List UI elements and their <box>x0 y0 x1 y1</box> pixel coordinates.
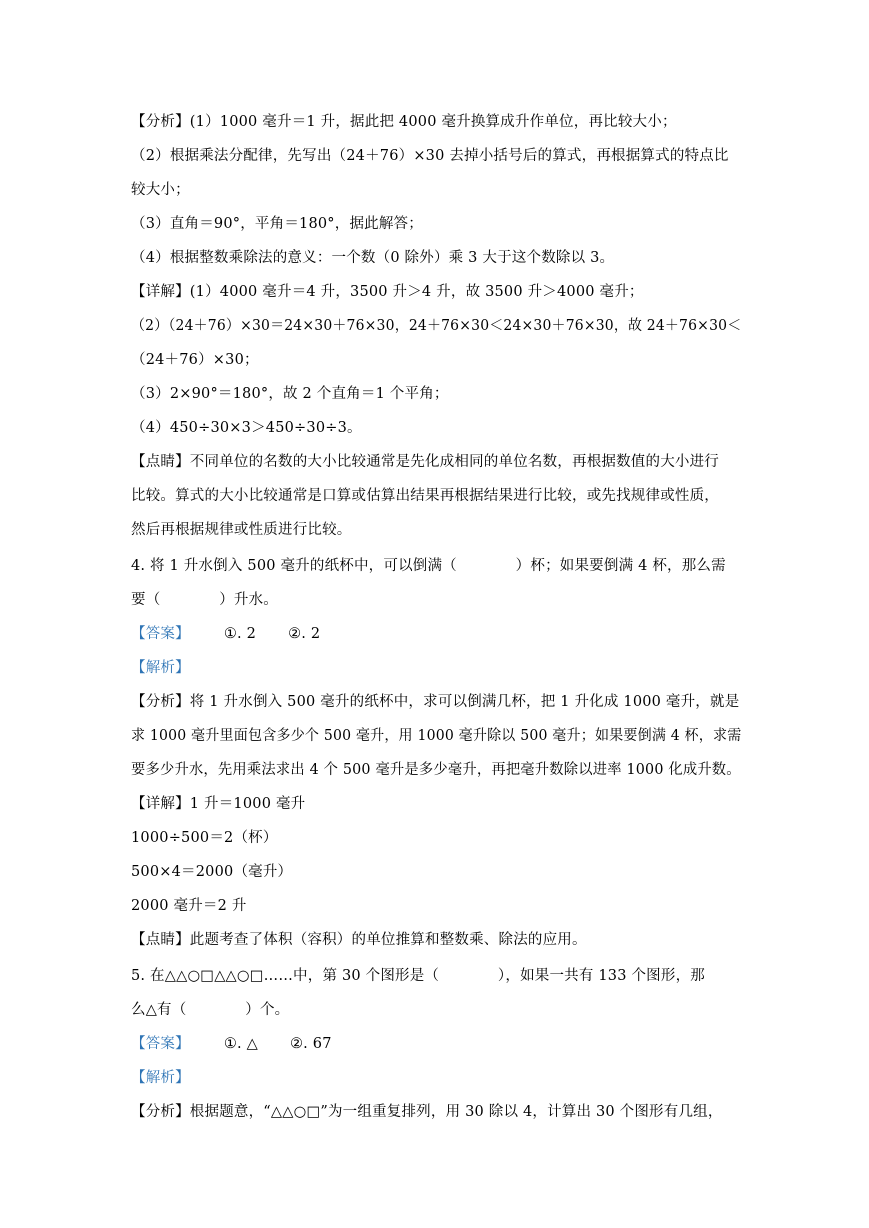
q4-detail-line-4: 2000 毫升＝2 升 <box>131 898 247 914</box>
comment-line-3: 然后再根据规律或性质进行比较。 <box>131 522 352 538</box>
solution-label: 【解析】 <box>131 1070 190 1086</box>
q4-detail-line-2: 1000÷500＝2（杯） <box>131 830 278 846</box>
answer-label: 【答案】 <box>131 626 190 642</box>
q4-analysis-line-3: 要多少升水，先用乘法求出 4 个 500 毫升是多少毫升，再把毫升数除以进率 1000 化成升数。 <box>131 762 741 778</box>
question-5-line-2: 么△有（ ）个。 <box>131 1002 290 1018</box>
q4-analysis-line-2: 求 1000 毫升里面包含多少个 500 毫升，用 1000 毫升除以 500 毫升；如果要倒满 4 杯，求需 <box>131 728 742 744</box>
detail-line-2: （2）（24＋76）×30＝24×30＋76×30，24＋76×30＜24×30＋76×30，故 24＋76×30＜ <box>131 318 742 334</box>
answer-2: ②. 67 <box>289 1036 332 1052</box>
detail-line-3: （24＋76）×30； <box>131 352 259 368</box>
analysis-line-2: （2）根据乘法分配律，先写出（24＋76）×30 去掉小括号后的算式，再根据算式的特点比 <box>131 148 729 164</box>
analysis-line-1: 【分析】(1）1000 毫升＝1 升，据此把 4000 毫升换算成升作单位，再比较大小； <box>131 114 677 130</box>
analysis-line-4: （3）直角＝90°，平角＝180°，据此解答； <box>131 216 423 232</box>
comment-line-1: 【点睛】不同单位的名数的大小比较通常是先化成相同的单位名数，再根据数值的大小进行 <box>131 454 719 470</box>
detail-line-4: （3）2×90°＝180°，故 2 个直角＝1 个平角； <box>131 386 449 402</box>
analysis-line-5: （4）根据整数乘除法的意义：一个数（0 除外）乘 3 大于这个数除以 3。 <box>131 250 615 266</box>
q5-analysis-line-1: 【分析】根据题意，“△△○□”为一组重复排列，用 30 除以 4，计算出 30 个图形有几组， <box>131 1104 723 1120</box>
q4-analysis-line-1: 【分析】将 1 升水倒入 500 毫升的纸杯中，求可以倒满几杯，把 1 升化成 1000 毫升，就是 <box>131 694 740 710</box>
solution-label: 【解析】 <box>131 660 190 676</box>
comment-line-2: 比较。算式的大小比较通常是口算或估算出结果再根据结果进行比较，或先找规律或性质， <box>131 488 719 504</box>
detail-line-1: 【详解】(1）4000 毫升＝4 升，3500 升＞4 升，故 3500 升＞4000 毫升； <box>131 284 644 300</box>
q4-detail-line-1: 【详解】1 升＝1000 毫升 <box>131 796 306 812</box>
q4-detail-line-3: 500×4＝2000（毫升） <box>131 864 293 880</box>
question-4-line-1: 4. 将 1 升水倒入 500 毫升的纸杯中，可以倒满（ ）杯；如果要倒满 4 杯，那么需 <box>131 558 726 574</box>
question-5-line-1: 5. 在△△○□△△○□……中，第 30 个图形是（ ），如果一共有 133 个图形，那 <box>131 968 705 984</box>
answer-2: ②. 2 <box>288 626 321 642</box>
answer-row-5 <box>131 1034 741 1054</box>
answer-1: ①. 2 <box>223 626 257 642</box>
answer-label: 【答案】 <box>131 1036 190 1052</box>
q4-comment-line: 【点睛】此题考查了体积（容积）的单位推算和整数乘、除法的应用。 <box>131 932 587 948</box>
answer-row-4 <box>131 624 741 644</box>
analysis-line-3: 较大小； <box>131 182 190 198</box>
answer-1: ①. △ <box>223 1036 258 1052</box>
question-4-line-2: 要（ ）升水。 <box>131 592 278 608</box>
detail-line-5: （4）450÷30×3＞450÷30÷3。 <box>131 420 362 436</box>
